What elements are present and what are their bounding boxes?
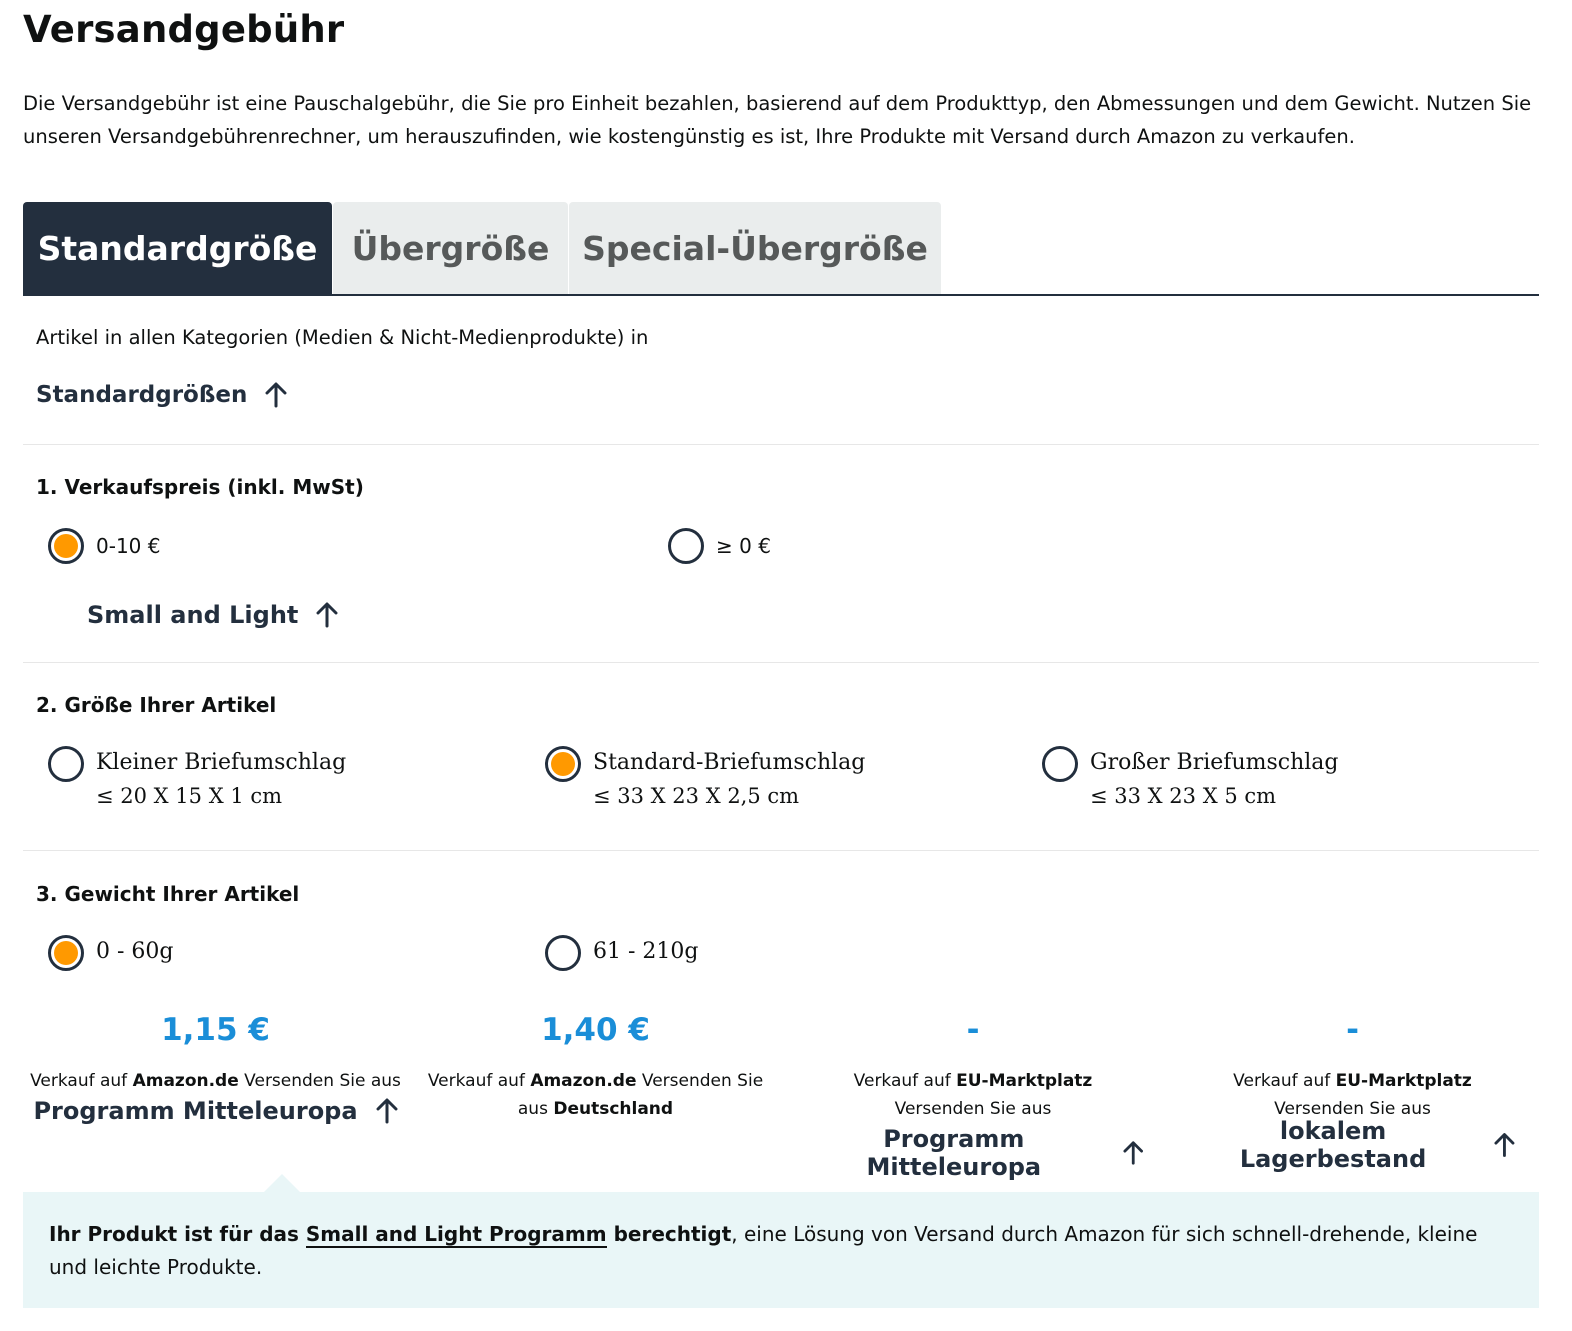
fee-price: 1,40 € [541, 1012, 650, 1048]
arrow-up-icon [1494, 1132, 1515, 1158]
fee-eu-lokal [1190, 1010, 1515, 1173]
radio-weight-61-210[interactable] [545, 935, 699, 971]
fee-amazon-de-deutschland [418, 1010, 773, 1123]
intro-text: Die Versandgebühr ist eine Pauschalgebühr, die Sie pro Einheit bezahlen, basierend auf dem Produkttyp, den Abmessungen und dem Gewicht. Nutzen Sie unseren Versandgebührenrechner, um herauszufinden, wie kostengünstig es ist, Ihre Produkte mit Versand durch Amazon zu verkaufen. [23, 92, 1532, 148]
standard-sizes-label: Standardgrößen [36, 382, 248, 408]
radio-circle [545, 935, 581, 971]
dimensions-text: ≤ 33 X 23 X 2,5 cm [593, 784, 800, 808]
arrow-up-icon [376, 1098, 398, 1124]
divider [23, 662, 1539, 663]
divider [23, 850, 1539, 851]
dimensions-text: ≤ 20 X 15 X 1 cm [96, 784, 283, 808]
radio-label: ≥ 0 € [716, 534, 771, 558]
dimensions-text: ≤ 33 X 23 X 5 cm [1090, 784, 1277, 808]
articles-description: Artikel in allen Kategorien (Medien & Nicht-Medienprodukte) in [36, 326, 649, 349]
standard-sizes-toggle[interactable] [36, 382, 287, 408]
arrow-up-icon [1123, 1140, 1143, 1166]
radio-circle [1042, 746, 1078, 782]
radio-label: 0-10 € [96, 534, 161, 558]
fee-description: Verkauf auf EU-Marktplatz Versenden Sie aus [853, 1071, 1093, 1119]
radio-circle [545, 746, 581, 782]
eligibility-info-box: Ihr Produkt ist für das Small and Light Programm berechtigt, eine Lösung von Versand durch Amazon für sich schnell-drehende, kleine und leichte Produkte. [23, 1192, 1539, 1308]
programm-mitteleuropa-toggle[interactable]: Programm Mitteleuropa [23, 1097, 408, 1125]
radio-label: 0 - 60g [96, 939, 174, 964]
fee-description: Verkauf auf Amazon.de Versenden Sie aus [30, 1071, 401, 1091]
programm-mitteleuropa-toggle[interactable]: Programm Mitteleuropa [803, 1125, 1143, 1181]
fee-price: - [1346, 1012, 1359, 1048]
radio-price-gte-0[interactable] [668, 528, 771, 564]
radio-grosser-briefumschlag[interactable] [1042, 746, 1339, 812]
radio-label: Standard-Briefumschlag ≤ 33 X 23 X 2,5 cm [593, 746, 865, 812]
size-tabs [23, 202, 941, 295]
radio-circle [48, 935, 84, 971]
radio-label: Kleiner Briefumschlag ≤ 20 X 15 X 1 cm [96, 746, 346, 812]
tab-uebergroesse[interactable]: Übergröße [333, 202, 568, 295]
fee-price: 1,15 € [161, 1012, 270, 1048]
lokalem-lagerbestand-toggle[interactable]: lokalem Lagerbestand [1190, 1117, 1515, 1173]
tab-underline [23, 294, 1539, 296]
small-and-light-toggle[interactable] [87, 601, 338, 629]
page-title: Versandgebühr [23, 8, 345, 51]
section-size-title: 2. Größe Ihrer Artikel [36, 693, 277, 717]
tab-special-uebergroesse[interactable]: Special-Übergröße [569, 202, 941, 295]
radio-kleiner-briefumschlag[interactable] [48, 746, 346, 812]
radio-circle [48, 528, 84, 564]
radio-label: 61 - 210g [593, 939, 699, 964]
fee-description: Verkauf auf Amazon.de Versenden Sie aus Deutschland [427, 1071, 764, 1119]
arrow-up-icon [316, 602, 338, 628]
radio-label: Großer Briefumschlag ≤ 33 X 23 X 5 cm [1090, 746, 1339, 812]
divider [23, 444, 1539, 445]
fee-eu-mitteleuropa [803, 1010, 1143, 1181]
fee-price: - [966, 1012, 980, 1048]
radio-price-0-10[interactable] [48, 528, 160, 564]
radio-circle [48, 746, 84, 782]
fee-amazon-de-mitteleuropa [23, 1010, 408, 1125]
radio-circle [668, 528, 704, 564]
fee-description: Verkauf auf EU-Marktplatz Versenden Sie aus [1233, 1071, 1472, 1119]
radio-standard-briefumschlag[interactable] [545, 746, 865, 812]
section-price-title: 1. Verkaufspreis (inkl. MwSt) [36, 475, 364, 499]
arrow-up-icon [265, 382, 287, 408]
section-weight-title: 3. Gewicht Ihrer Artikel [36, 882, 300, 906]
info-box-pointer [264, 1174, 300, 1192]
small-and-light-program-link[interactable]: Small and Light Programm [305, 1222, 607, 1246]
radio-weight-0-60[interactable] [48, 935, 174, 971]
small-and-light-label: Small and Light [87, 601, 299, 629]
tab-standardgroesse[interactable]: Standardgröße [23, 202, 332, 295]
